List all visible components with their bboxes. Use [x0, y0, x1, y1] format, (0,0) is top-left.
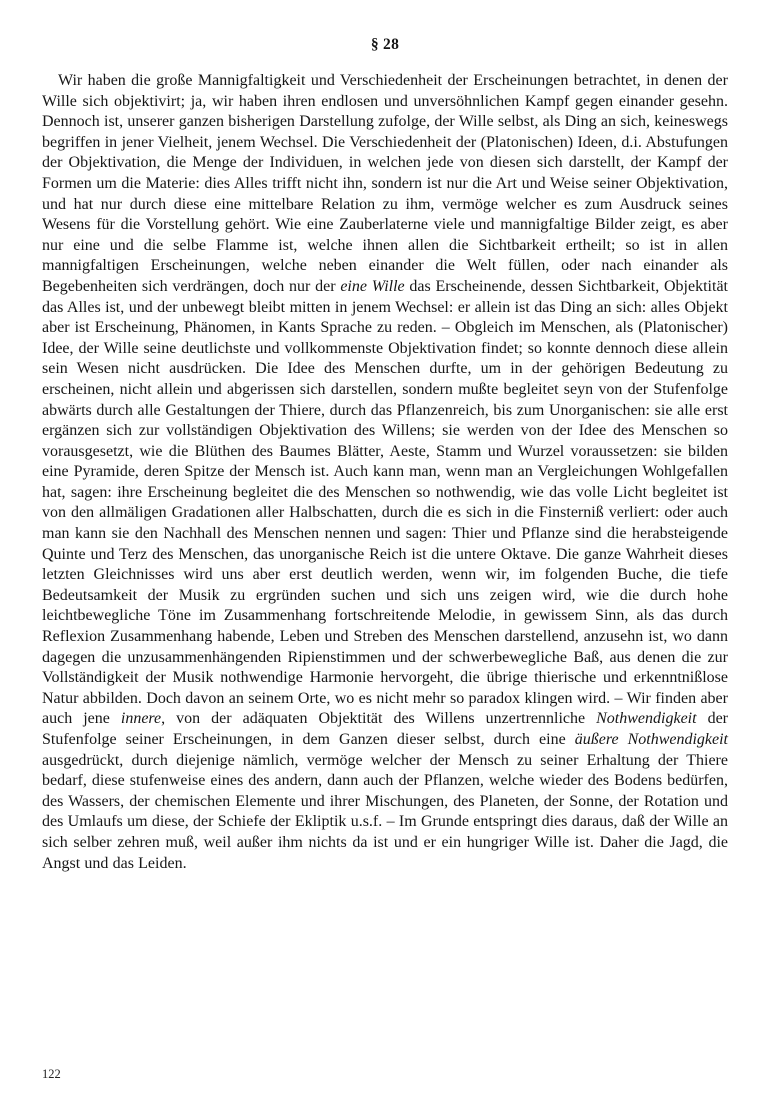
italic-text-run: eine Wille	[340, 277, 405, 295]
text-run: das Erscheinende, dessen Sichtbarkeit, Objektität das Alles ist, und der unbewegt bleibt mitten in jenem Wechsel: er allein ist das Ding an sich: alles Objekt aber ist Erscheinung, Phänomen, in Kants Sprache zu reden. – Obgleich im Menschen, als (Platonischer) Idee, der Wille seine deutlichste und vollkommenste Objektivation findet; so konnte dennoch diese allein sein Wesen nicht ausdrücken. Die Idee des Menschen durfte, um in der gehörigen Bedeutung zu erscheinen, nicht allein und abgerissen sich darstellen, sondern mußte begleitet seyn von der Stufenfolge abwärts durch alle Gestaltungen der Thiere, durch das Pflanzenreich, bis zum Unorganischen: sie alle erst ergänzen sich zur vollständigen Objektivation des Willens; sie werden von der Idee des Menschen so vorausgesetzt, wie die Blüthen des Baumes Blätter, Aeste, Stamm und Wurzel voraussetzen: sie bilden eine Pyramide, deren Spitze der Mensch ist. Auch kann man, wenn man an Vergleichungen Wohlgefallen hat, sagen: ihre Erscheinung begleitet die des Menschen so nothwendig, wie das volle Licht begleitet ist von den allmäligen Gradationen aller Halbschatten, durch die es sich in die Finsterniß verliert: oder auch man kann sie den Nachhall des Menschen nennen und sagen: Thier und Pflanze sind die herabsteigende Quinte und Terz des Menschen, das unorganische Reich ist die untere Oktave. Die ganze Wahrheit dieses letzten Gleichnisses wird uns aber erst deutlich werden, wenn wir, im folgenden Buche, die tiefe Bedeutsamkeit der Musik zu ergründen suchen und sich uns zeigen wird, wie die durch hohe leichtbewegliche Töne im Zusammenhang fortschreitende Melodie, in gewissem Sinn, als das durch Reflexion Zusammenhang habende, Leben und Streben des Menschen darstellend, anzusehn ist, wo dann dagegen die unzusammenhängenden Ripienstimmen und der schwerbewegliche Baß, aus denen die zur Vollständigkeit der Musik nothwendige Harmonie hervorgeht, die übrige thierische und erkenntnißlose Natur abbilden. Doch davon an seinem Orte, wo es nicht mehr so paradox klingen wird. – Wir finden aber auch jene	[42, 277, 728, 728]
text-run: Wir haben die große Mannigfaltigkeit und Verschiedenheit der Erscheinungen betrachtet, in denen der Wille sich objektivirt; ja, wir haben ihren endlosen und unversöhnlichen Kampf gegen einander gesehn. Dennoch ist, unserer ganzen bisherigen Darstellung zufolge, der Wille selbst, als Ding an sich, keineswegs begriffen in jener Vielheit, jenem Wechsel. Die Verschiedenheit der (Platonischen) Ideen, d.i. Abstufungen der Objektivation, die Menge der Individuen, in welchen jede von diesen sich darstellt, der Kampf der Formen um die Materie: dies Alles trifft nicht ihn, sondern ist nur die Art und Weise seiner Objektivation, und hat nur durch diese eine mittelbare Relation zu ihm, vermöge welcher es zum Ausdruck seines Wesens für die Vorstellung gehört. Wie eine Zauberlaterne viele und mannigfaltige Bilder zeigt, es aber nur eine und die selbe Flamme ist, welche ihnen allen die Sichtbarkeit ertheilt; so ist in allen mannigfaltigen Erscheinungen, welche neben einander die Welt füllen, oder nach einander als Begebenheiten sich verdrängen, doch nur der	[42, 72, 728, 295]
section-heading: § 28	[370, 36, 400, 53]
text-run: , von der adäquaten Objektität des Willens unzertrennliche	[161, 710, 597, 728]
italic-text-run: Nothwendigkeit	[596, 710, 697, 728]
body-paragraph	[42, 71, 728, 874]
text-run: der Stufenfolge seiner Erscheinungen, in dem Ganzen dieser selbst, durch eine	[42, 710, 728, 748]
italic-text-run: innere	[120, 710, 162, 728]
page-number: 122	[42, 1067, 61, 1081]
text-run: ausgedrückt, durch diejenige nämlich, vermöge welcher der Mensch zu seiner Erhaltung der Thiere bedarf, diese stufenweise eines des andern, dann auch der Pflanzen, welche wieder des Bodens bedürfen, des Wassers, der chemischen Elemente und ihrer Mischungen, des Planeten, der Sonne, der Rotation und des Umlaufs um diese, der Schiefe der Ekliptik u.s.f. – Im Grunde entspringt dies daraus, daß der Wille an sich selber zehren muß, weil außer ihm nichts da ist und er ein hungriger Wille ist. Daher die Jagd, die Angst und das Leiden.	[42, 751, 728, 872]
italic-text-run: äußere Nothwendigkeit	[574, 731, 729, 748]
